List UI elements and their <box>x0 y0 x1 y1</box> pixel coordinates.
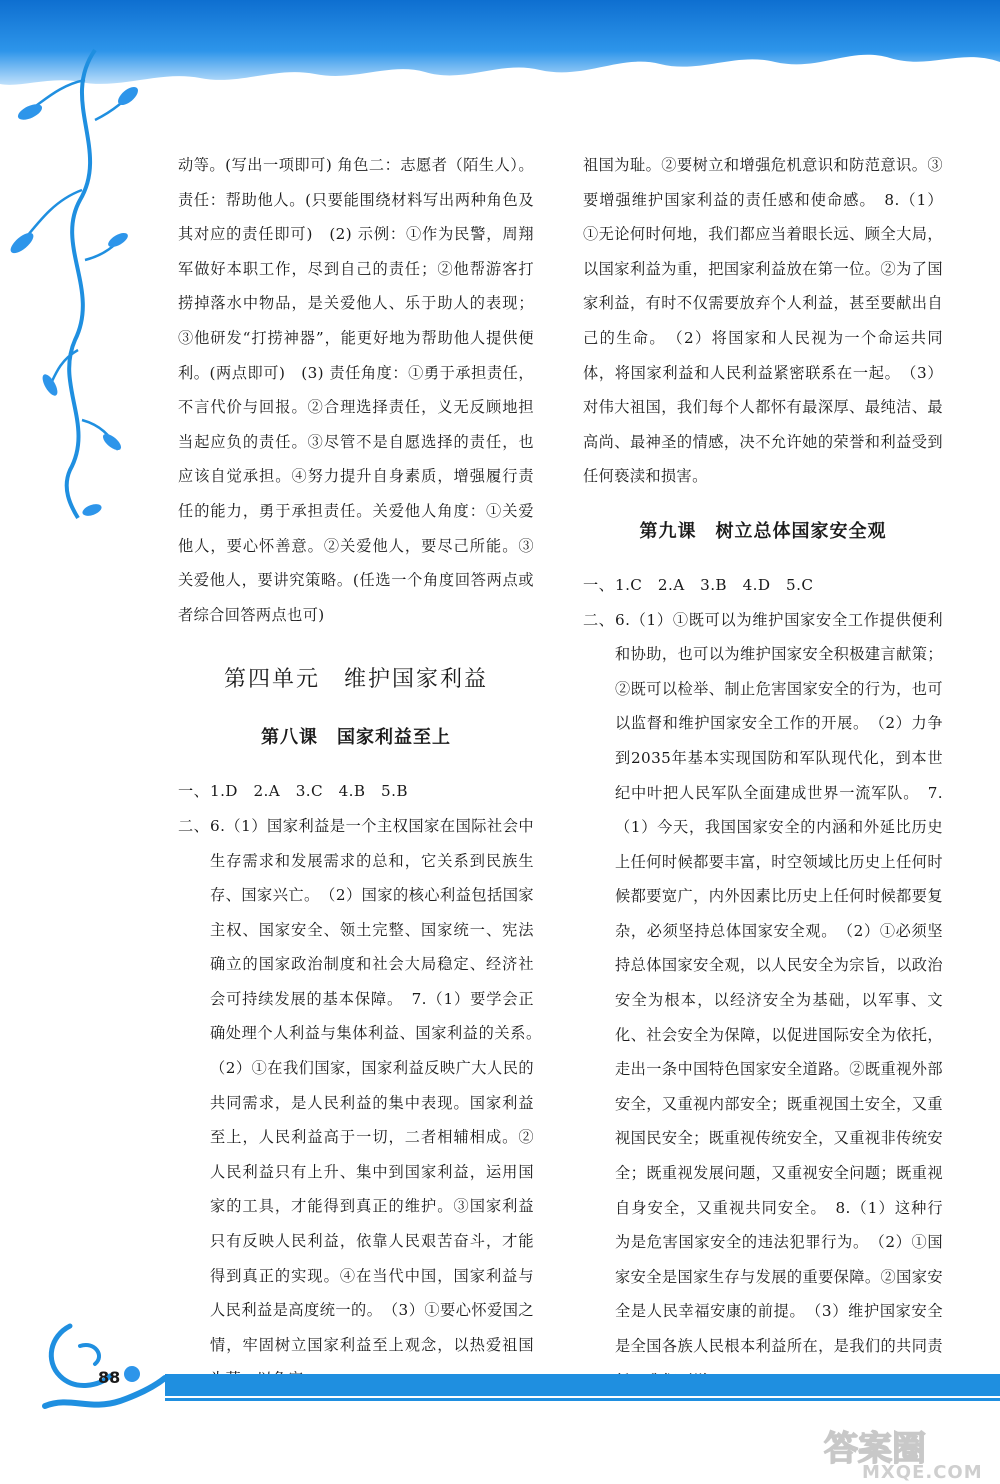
lesson-9-section-2 <box>583 603 943 1399</box>
footer-swirl-decoration <box>40 1316 170 1416</box>
watermark-url: MXQE.COM <box>862 1462 983 1483</box>
section-number: 一、 <box>178 782 210 801</box>
lesson-8-section-2 <box>178 809 534 1397</box>
right-column <box>583 148 943 1398</box>
section-number: 二、 <box>178 816 210 835</box>
section-number: 二、 <box>583 610 615 629</box>
unit-title: 第四单元 维护国家利益 <box>223 667 488 693</box>
left-column <box>178 148 534 1397</box>
section-text: 6.（1）国家利益是一个主权国家在国际社会中生存需求和发展需求的总和，它关系到民族生存、国家兴亡。 （2）国家的核心利益包括国家主权、国家安全、领土完整、国家统一、宪法确立的国家政治制度和社会大局稳定、经济社会可持续发展的基本保障。 7.（1）要学会正确处理个人利益与集体利益、国家利益的关系。 （2）①在我们国家，国家利益反映广大人民的共同需求，是人民利益的集中表现。国家利益至上，人民利益高于一切，二者相辅相成。②人民利益只有上升、集中到国家利益，运用国家的工具，才能得到真正的维护。③国家利益只有反映人民利益，依靠人民艰苦奋斗，才能得到真正的实现。④在当代中国，国家利益与人民利益是高度统一的。 （3）①要心怀爱国之情，牢固树立国家利益至上观念，以热爱祖国 <box>210 816 534 1354</box>
vine-decoration <box>0 40 150 520</box>
section-text: 1.C 2.A 3.B 4.D 5.C <box>615 575 814 594</box>
footer-line <box>165 1398 1000 1401</box>
right-answer-paragraph: 祖国为耻。②要树立和增强危机意识和防范意识。③要增强维护国家利益的责任感和使命感。 8.（1）①无论何时何地，我们都应当着眼长远、顾全大局，以国家利益为重，把国家利益放在第一位。②为了国家利益，有时不仅需要放弃个人利益，甚至要献出自己的生命。 （2）将国家和人民视为一个命运共同体，将国家利益和人民利益紧密联系在一起。 （3）对伟大祖国，我们每个人都怀有最深厚、最纯洁、最高尚、最神圣的情感，决不允许她的荣誉和利益受到任何亵渎和损害。 <box>583 156 943 486</box>
lesson-8-section-1 <box>178 774 534 809</box>
footer-bar <box>165 1374 1000 1396</box>
lesson-9-section-1 <box>583 568 943 603</box>
section-text: 6.（1）①既可以为维护国家安全工作提供便利和协助，也可以为维护国家安全积极建言献策；②既可以检举、制止危害国家安全的行为，也可以监督和维护国家安全工作的开展。 （2）力争到2035年基本实现国防和军队现代化，到本世纪中叶把人民军队全面建成世界一流军队。 7.（1）今天，我国国家安全的内涵和外延比历史上任何时候都要丰富，时空领域比历史上任何时候都要宽广，内外因素比历史上任何时候都要复杂，必须坚持总体国家安全观。 （2）①必须坚持总体国家安全观，以人民安全为宗旨，以政治安全为根本，以经济安全为基础，以军事、文化、社会安全为保障，以促进国际安全为依托，走出一条中国特色国家安全道路。②既重视外部安全，又重视内部安全；既重视国土安全，又重视国民安全；既重视传统安全，又重视非传统安全；既重视发展问题，又重视安全问题；既重视自身安全，又重视共同安全。 8.（1）这种行为是危害国家安全的违法犯罪行为。 （2）①国家安全是国家生存与发展的重要保障。②国家安全是人民幸福安康的前提。 （3）维护国家安全是全国各族人民根本利益所在，是我们的共同责 <box>615 610 943 1355</box>
lesson-8-title: 第八课 国家利益至上 <box>261 727 451 749</box>
section-number: 一、 <box>583 575 615 594</box>
svg-text:答案圈: 答案圈 <box>824 1429 926 1469</box>
page-number: 88 <box>98 1368 121 1387</box>
left-answer-paragraph: 动等。(写出一项即可) 角色二：志愿者（陌生人）。责任：帮助他人。(只要能围绕材料写出两种角色及其对应的责任即可) (2) 示例：①作为民警，周翔军做好本职工作，尽到自己的责任；②他帮游客打捞掉落水中物品，是关爱他人、乐于助人的表现；③他研发“打捞神器”，能更好地为帮助他人提供便利。(两点即可) (3) 责任角度：①勇于承担责任，不言代价与回报。②合理选择责任，义无反顾地担当起应负的责任。③尽管不是自愿选择的责任，也应该自觉承担。④努力提升自身素质，增强履行责任的能力，勇于承担责任。关爱他人角度：①关爱他人，要心怀善意。②关爱他人，要尽己所能。③关爱他人，要讲究策略。(任选一个角度回答两点或者综合回答两点也可) <box>178 156 534 624</box>
lesson-9-title: 第九课 树立总体国家安全观 <box>639 520 887 542</box>
top-wave-band <box>0 0 1000 90</box>
section-text: 1.D 2.A 3.C 4.B 5.B <box>210 782 408 801</box>
